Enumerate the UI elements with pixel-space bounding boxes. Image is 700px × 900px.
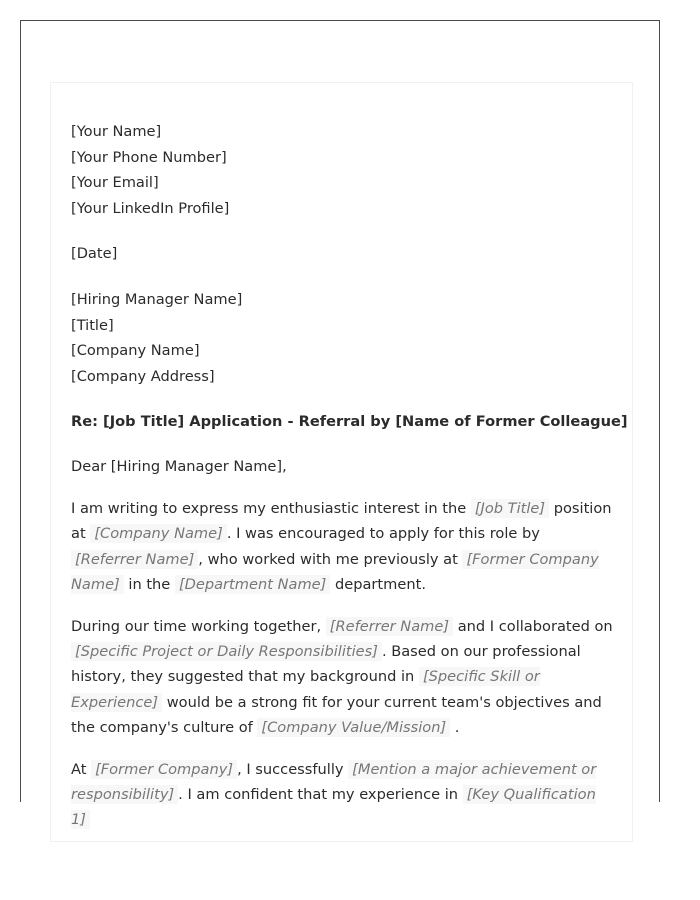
sender-block: [71, 119, 613, 221]
p1-text-2: position at: [71, 499, 612, 543]
p2-text-3: . Based on our professional history, they suggested that my background in: [71, 642, 581, 686]
placeholder-referrer-name: [Referrer Name]: [71, 550, 198, 569]
recipient-manager: [Hiring Manager Name]: [71, 290, 243, 308]
sender-linkedin: [Your LinkedIn Profile]: [71, 199, 230, 217]
placeholder-specific-skill: [Specific Skill or Experience]: [71, 668, 540, 711]
recipient-block: [71, 287, 613, 389]
p1-text-4: , who worked with me previously at: [198, 550, 458, 568]
p1-text-1: I am writing to express my enthusiastic interest in the: [71, 499, 467, 517]
letter-content: [71, 119, 628, 833]
placeholder-job-title: [Job Title]: [471, 499, 549, 518]
recipient-address: [Company Address]: [71, 367, 215, 385]
salutation: Dear [Hiring Manager Name],: [71, 458, 287, 476]
p3-text-2: , I successfully: [237, 760, 344, 778]
p3-text-1: At: [71, 760, 87, 778]
sender-phone: [Your Phone Number]: [71, 148, 227, 166]
subject-line: Re: [Job Title] Application - Referral by [Name of Former Colleague]: [71, 413, 628, 431]
placeholder-company-value: [Company Value/Mission]: [257, 718, 450, 737]
p1-text-3: . I was encouraged to apply for this role by: [226, 525, 540, 543]
placeholder-former-company-name: [Former Company Name]: [71, 550, 599, 594]
sender-email: [Your Email]: [71, 174, 159, 192]
paragraph-1: [71, 496, 613, 598]
p2-text-2: and I collaborated on: [457, 617, 613, 635]
placeholder-key-qualification: [Key Qualification 1]: [71, 786, 596, 829]
p1-text-6: department.: [334, 576, 426, 594]
p2-text-4: would be a strong fit for your current team's objectives and the company's culture of: [71, 693, 602, 737]
letter-sheet: [50, 82, 633, 842]
date-block: [71, 241, 613, 267]
placeholder-major-achievement: [Mention a major achievement or responsibility]: [71, 760, 597, 803]
placeholder-department-name: [Department Name]: [175, 575, 330, 594]
recipient-title: [Title]: [71, 316, 114, 334]
paragraph-3: [71, 757, 613, 833]
letter-date: [Date]: [71, 245, 118, 263]
p2-text-5: .: [454, 719, 460, 737]
p3-text-3: . I am confident that my experience in: [178, 786, 459, 803]
paragraph-2: [71, 614, 613, 741]
p1-text-5: in the: [128, 576, 171, 594]
placeholder-former-company: [Former Company]: [91, 760, 237, 779]
p2-text-1: During our time working together,: [71, 617, 322, 635]
recipient-company: [Company Name]: [71, 342, 200, 360]
document-frame: [20, 20, 660, 829]
sender-name: [Your Name]: [71, 123, 162, 140]
placeholder-specific-project: [Specific Project or Daily Responsibilities]: [71, 642, 382, 661]
placeholder-company-name: [Company Name]: [90, 524, 227, 543]
placeholder-referrer-name-2: [Referrer Name]: [326, 617, 453, 636]
